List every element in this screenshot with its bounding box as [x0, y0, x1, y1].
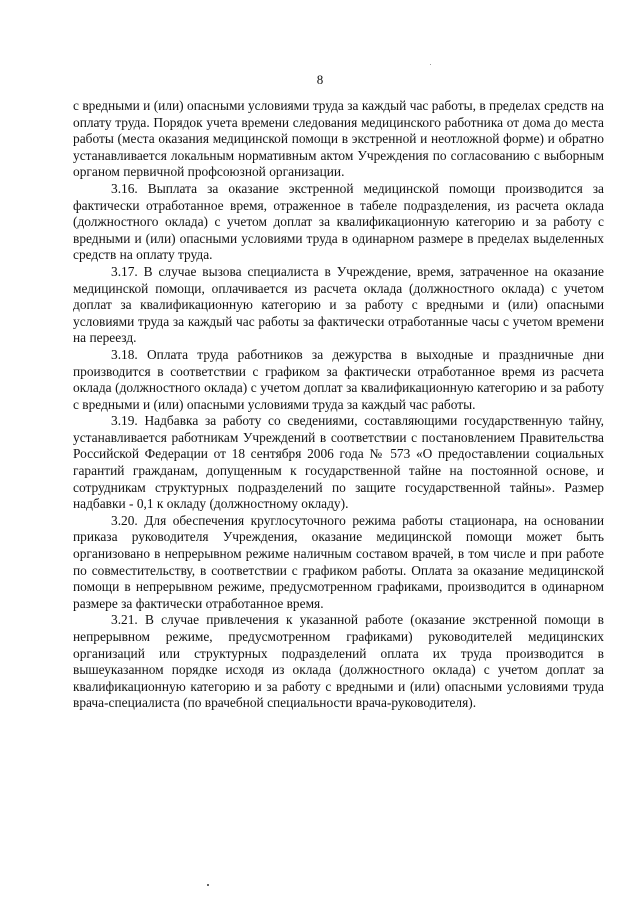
scan-speck [207, 884, 209, 886]
paragraph-3-17: 3.17. В случае вызова специалиста в Учреждение, время, затраченное на оказание медицинской помощи, оплачивается из расчета оклада (должностного оклада) с учетом доплат за квалификационную категорию и за работу с вредными и (или) опасными условиями труда за каждый час работы за фактически отработанные часы с учетом времени на переезд. [73, 263, 604, 346]
paragraph-3-21: 3.21. В случае привлечения к указанной работе (оказание экстренной помощи в непрерывном режиме, предусмотренном графиками) руководителей медицинских организаций или структурных подразделений оплата их труда производится в вышеуказанном порядке исходя из оклада (должностного оклада) с учетом доплат за квалификационную категорию и за работу с вредными и (или) опасными условиями труда врача-специалиста (по врачебной специальности врача-руководителя). [73, 612, 604, 711]
document-body [73, 98, 604, 712]
paragraph-continuation: с вредными и (или) опасными условиями труда за каждый час работы, в пределах средств на оплату труда. Порядок учета времени следования медицинского работника от дома до места работы (места оказания медицинской помощи в экстренной и неотложной форме) и обратно устанавливается локальным нормативным актом Учреждения по согласованию с выборным органом первичной профсоюзной организации. [73, 98, 604, 180]
paragraph-3-16: 3.16. Выплата за оказание экстренной медицинской помощи производится за фактически отработанное время, отраженное в табеле подразделения, из расчета оклада (должностного оклада) с учетом доплат за квалификационную категорию и за работу с вредными и (или) опасными условиями труда в одинарном размере в пределах выделенных средств на оплату труда. [73, 180, 604, 263]
paragraph-3-20: 3.20. Для обеспечения круглосуточного режима работы стационара, на основании приказа руководителя Учреждения, оказание медицинской помощи может быть организовано в непрерывном режиме наличным составом врачей, в том числе и при работе по совместительству, в соответствии с графиком работы. Оплата за оказание медицинской помощи в непрерывном режиме, предусмотренном графиками, производится в одинарном размере за фактически отработанное время. [73, 512, 604, 611]
scan-speck [430, 64, 431, 65]
paragraph-3-19: 3.19. Надбавка за работу со сведениями, составляющими государственную тайну, устанавливается работникам Учреждений в соответствии с постановлением Правительства Российской Федерации от 18 сентября 2006 года № 573 «О предоставлении социальных гарантий гражданам, допущенным к государственной тайне на постоянной основе, и сотрудникам структурных подразделений по защите государственной тайны». Размер надбавки - 0,1 к окладу (должностному окладу). [73, 413, 604, 512]
page-number: 8 [316, 72, 324, 87]
paragraph-3-18: 3.18. Оплата труда работников за дежурства в выходные и праздничные дни производится в соответствии с графиком за фактически отработанное время из расчета оклада (должностного оклада) с учетом доплат за квалификационную категорию и за работу с вредными и (или) опасными условиями труда за каждый час работы. [73, 346, 604, 412]
